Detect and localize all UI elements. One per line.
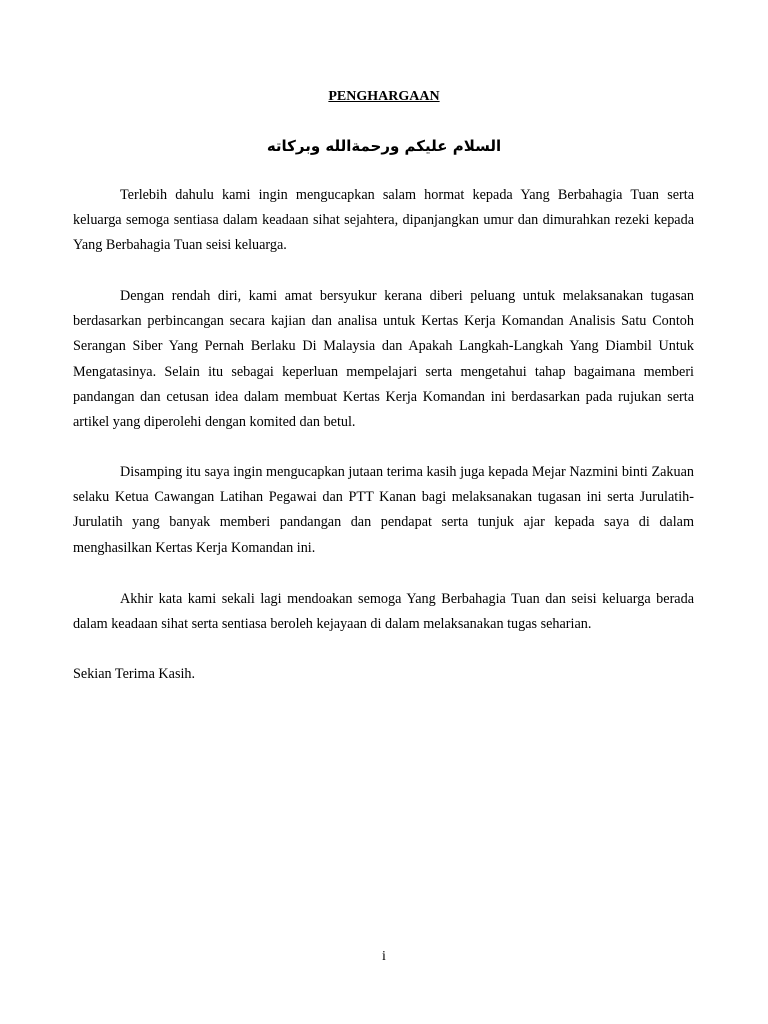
page-number: i <box>382 949 386 964</box>
page-title: PENGHARGAAN <box>328 89 440 104</box>
closing-line: Sekian Terima Kasih. <box>73 666 196 682</box>
paragraph-thanks-instructors: Disamping itu saya ingin mengucapkan jutaan terima kasih juga kepada Mejar Nazmini binti Zakuan selaku Ketua Cawangan Latihan Pegawai dan PTT Kanan bagi melaksanakan tugasan ini serta Jurulatih-Jurulatih yang banyak memberi pandangan dan pendapat serta tunjuk ajar kepada saya di dalam menghasilkan Kertas Kerja Komandan ini. <box>73 464 694 556</box>
paragraph-greeting-respect: Terlebih dahulu kami ingin mengucapkan salam hormat kepada Yang Berbahagia Tuan serta keluarga semoga sentiasa dalam keadaan sihat sejahtera, dipanjangkan umur dan dimurahkan rezeki kepada Yang Berbahagia Tuan seisi keluarga. <box>73 187 694 254</box>
paragraph-gratitude-task: Dengan rendah diri, kami amat bersyukur kerana diberi peluang untuk melaksanakan tugasan berdasarkan perbincangan secara kajian dan analisa untuk Kertas Kerja Komandan Analisis Satu Contoh Serangan Siber Yang Pernah Berlaku Di Malaysia dan Apakah Langkah-Langkah Yang Diambil Untuk Mengatasinya. Selain itu sebagai keperluan mempelajari serta mengetahui tahap bagaimana memberi pandangan dan cetusan idea dalam membuat Kertas Kerja Komandan ini berdasarkan pada rujukan serta artikel yang diperolehi dengan komited dan betul. <box>73 288 694 431</box>
arabic-greeting: السلام عليكم ورحمةالله وبركاته <box>266 137 502 155</box>
paragraph-final-wishes: Akhir kata kami sekali lagi mendoakan semoga Yang Berbahagia Tuan dan seisi keluarga berada dalam keadaan sihat serta sentiasa beroleh kejayaan di dalam melaksanakan tugas seharian. <box>73 591 694 633</box>
